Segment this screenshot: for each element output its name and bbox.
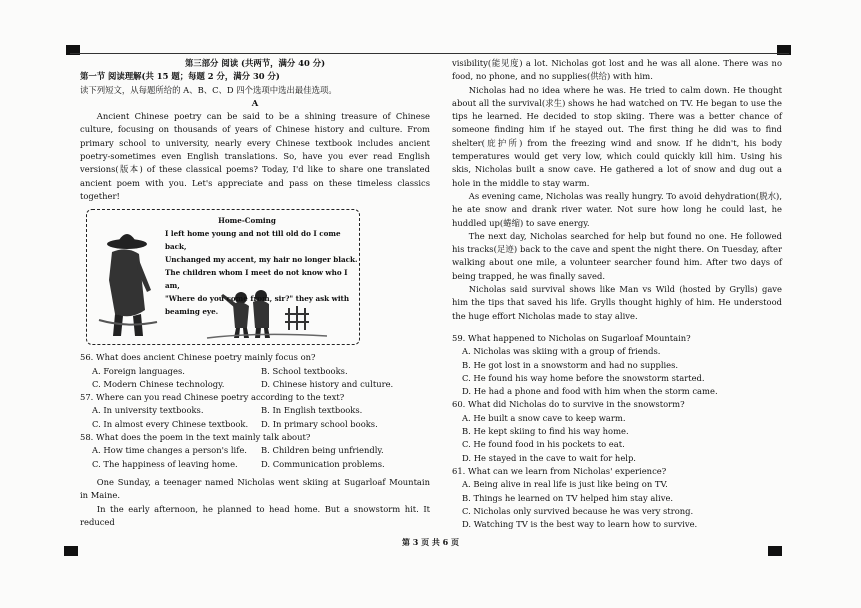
option[interactable]: A. In university textbooks. (92, 405, 204, 416)
option[interactable]: B. He got lost in a snowstorm and had no supplies. (462, 359, 679, 370)
option[interactable]: D. Chinese history and culture. (261, 378, 394, 389)
option[interactable]: D. He stayed in the cave to wait for help. (462, 452, 636, 463)
poem-line: The children whom I meet do not know who I am, (165, 268, 348, 291)
option[interactable]: B. He kept skiing to find his way home. (462, 426, 629, 437)
poem-line: I left home young and not till old do I come back, (165, 229, 341, 252)
option[interactable]: B. Children being unfriendly. (261, 445, 384, 456)
poem-title: Home-Coming (218, 216, 276, 226)
question-57-stem: 57. Where can you read Chinese poetry according to the text? (80, 392, 345, 403)
question-58-stem: 58. What does the poem in the text mainly talk about? (80, 432, 311, 443)
part-title: 第三部分 阅读 (共两节，满分 40 分) (184, 58, 326, 68)
page-footer: 第 3 页 共 6 页 (401, 537, 460, 547)
passage-b-paragraph: Nicholas had no idea where he was. He tried to calm down. He thought about all the survival(求生) shows he had watched on TV. He began to use the tips he learned. He decided to stop skiing. There was a better chance of someone finding him if he stayed out. The first thing he did was to find shelter(庇护所) from the freezing wind and snow. If he didn't, his body temperatures would get very low, which could quickly kill him. Using his skis, Nicholas built a snow cave. He gathered a lot of snow and dug out a hole in the middle to stay warm. (452, 84, 782, 188)
option[interactable]: C. The happiness of leaving home. (92, 458, 238, 469)
option[interactable]: C. In almost every Chinese textbook. (92, 418, 249, 429)
option[interactable]: C. He found his way home before the snowstorm started. (462, 372, 705, 383)
right-column (452, 57, 782, 531)
passage-b-paragraph: visibility(能见度) a lot. Nicholas got lost and he was all alone. There was no food, no phone, and no supplies(供给) with him. (452, 58, 782, 82)
passage-b-paragraph: One Sunday, a teenager named Nicholas went skiing at Sugarloaf Mountain in Maine. (80, 476, 430, 501)
passage-b-paragraph: The next day, Nicholas searched for help but found no one. He followed his tracks(足迹) back to the cave and spent the night there. On Tuesday, after walking about one mile, a volunteer searcher found him. After two days of being trapped, he was finally saved. (452, 230, 782, 281)
question-60-stem: 60. What did Nicholas do to survive in the snowstorm? (452, 399, 685, 410)
question-59-options (452, 345, 782, 398)
option[interactable]: A. Nicholas was skiing with a group of friends. (462, 346, 661, 357)
left-column (80, 57, 430, 529)
poem-text (165, 214, 359, 318)
option[interactable]: D. He had a phone and food with him when the storm came. (462, 386, 718, 397)
option[interactable]: D. In primary school books. (261, 418, 378, 429)
question-60-options (452, 412, 782, 465)
option[interactable]: B. School textbooks. (261, 365, 348, 376)
passage-a-label: A (251, 97, 259, 108)
question-56-stem: 56. What does ancient Chinese poetry mainly focus on? (80, 352, 316, 363)
question-58-options (92, 444, 430, 471)
passage-a-text: Ancient Chinese poetry can be said to be a shining treasure of Chinese culture, focusing on thousands of years of Chinese history and culture. From primary school to university, nearly every Chinese textbook includes ancient poetry-sometimes even English translations. So, have you ever read English versions(版本) of these classical poems? Today, I'd like to share one translated ancient poem with you. Let's appreciate and pass on these timeless classics together! (80, 111, 430, 201)
question-61-options (452, 478, 782, 531)
option[interactable]: A. How time changes a person's life. (92, 445, 247, 456)
poem-illustration (86, 209, 360, 345)
question-61-stem: 61. What can we learn from Nicholas' experience? (452, 465, 667, 476)
passage-b-paragraph: As evening came, Nicholas was really hungry. To avoid dehydration(脱水), he ate snow and drank river water. Not sure how long he could last, he huddled up(蜷缩) to save energy. (452, 190, 782, 228)
option[interactable]: C. Nicholas only survived because he was very strong. (462, 505, 694, 516)
option[interactable]: D. Communication problems. (261, 458, 385, 469)
option[interactable]: A. Being alive in real life is just like being on TV. (462, 479, 668, 490)
option[interactable]: C. He found food in his pockets to eat. (462, 439, 625, 450)
option[interactable]: C. Modern Chinese technology. (92, 378, 225, 389)
question-56-options (92, 365, 430, 392)
option[interactable]: B. In English textbooks. (261, 405, 363, 416)
option[interactable]: D. Watching TV is the best way to learn how to survive. (462, 519, 698, 530)
option[interactable]: A. He built a snow cave to keep warm. (462, 412, 626, 423)
instructions: 读下列短文，从每题所给的 A、B、C、D 四个选项中选出最佳选项。 (80, 84, 337, 95)
header-rule (70, 53, 789, 54)
section-title: 第一节 阅读理解(共 15 题；每题 2 分，满分 30 分) (80, 71, 280, 82)
question-59-stem: 59. What happened to Nicholas on Sugarloaf Mountain? (452, 332, 691, 343)
option[interactable]: A. Foreign languages. (92, 365, 185, 376)
option[interactable]: B. Things he learned on TV helped him stay alive. (462, 492, 674, 503)
question-57-options (92, 404, 430, 431)
poem-line: Unchanged my accent, my hair no longer black. (165, 255, 358, 265)
passage-b-paragraph: Nicholas said survival shows like Man vs Wild (hosted by Grylls) gave him the tips that saved his life. Grylls thought highly of him. He understood the huge effort Nicholas made to stay alive. (452, 284, 782, 321)
poem-line: "Where do you come from, sir?" they ask with beaming eye. (165, 294, 350, 317)
passage-b-paragraph: In the early afternoon, he planned to head home. But a snowstorm hit. It reduced (80, 503, 430, 527)
